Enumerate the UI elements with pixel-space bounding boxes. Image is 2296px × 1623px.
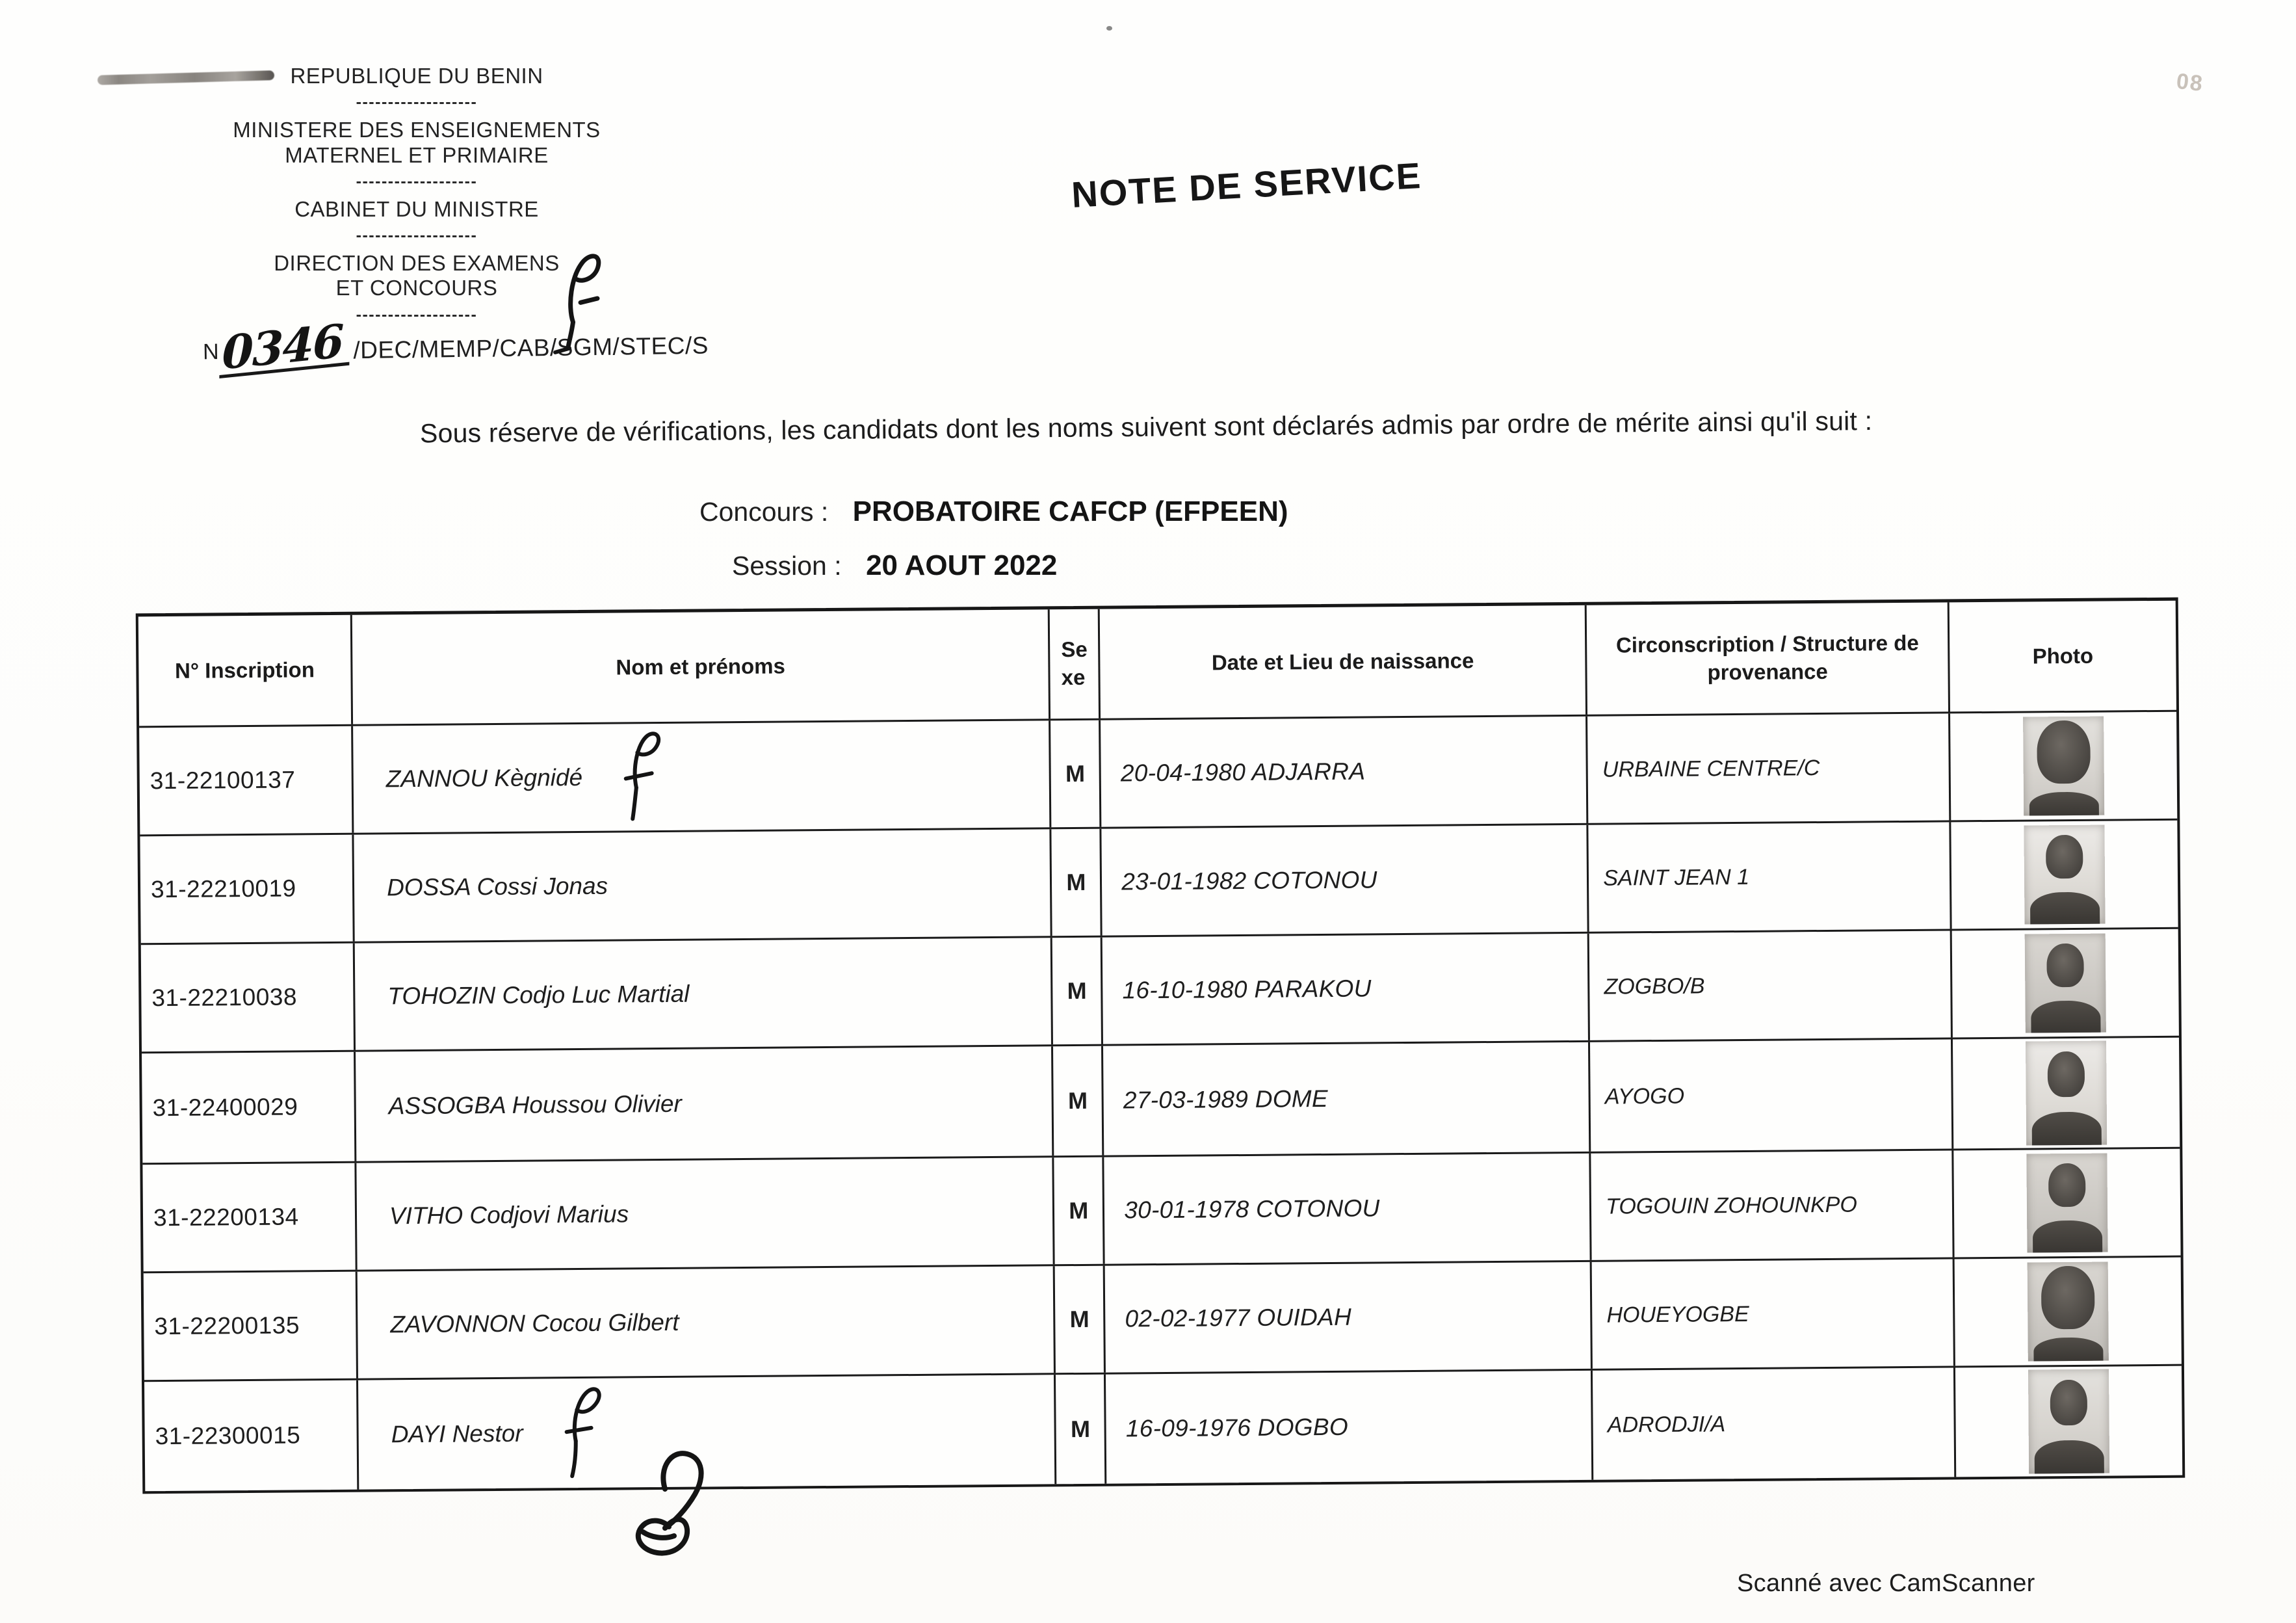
letterhead-cabinet: CABINET DU MINISTRE xyxy=(294,196,539,221)
district-cell: HOUEYOGBE xyxy=(1592,1259,1955,1368)
header-photo: Photo xyxy=(2032,643,2094,668)
candidate-name: TOHOZIN Codjo Luc Martial xyxy=(387,980,690,1010)
table-row xyxy=(139,710,2177,835)
district-cell: TOGOUIN ZOHOUNKPO xyxy=(1591,1150,1955,1260)
table-row xyxy=(142,1147,2180,1272)
candidate-photo xyxy=(2024,825,2105,925)
birth-cell: 23-01-1982 COTONOU xyxy=(1102,825,1589,936)
header-sexe xyxy=(1050,609,1101,719)
candidate-name: ASSOGBA Houssou Olivier xyxy=(388,1090,682,1120)
table-row xyxy=(144,1364,2182,1492)
birth-cell: 30-01-1978 COTONOU xyxy=(1104,1154,1592,1264)
sex-cell: M xyxy=(1056,1375,1106,1484)
birth-cell: 16-10-1980 PARAKOU xyxy=(1102,934,1590,1044)
candidate-name: VITHO Codjovi Marius xyxy=(389,1200,629,1230)
candidate-name: ZAVONNON Cocou Gilbert xyxy=(390,1308,679,1338)
candidate-photo xyxy=(2025,934,2106,1033)
photo-cell xyxy=(1953,1149,2180,1258)
birth-cell: 27-03-1989 DOME xyxy=(1103,1042,1591,1155)
district-cell: URBAINE CENTRE/C xyxy=(1587,713,1951,823)
header-name: Nom et prénoms xyxy=(352,609,1051,724)
table-row xyxy=(141,927,2179,1052)
sex-cell: M xyxy=(1052,829,1102,936)
inscription-cell: 31-22300015 xyxy=(144,1380,359,1492)
sex-cell: M xyxy=(1052,938,1103,1045)
candidate-photo xyxy=(2028,1369,2109,1474)
document-title: NOTE DE SERVICE xyxy=(1070,154,1423,216)
concours-label: Concours : xyxy=(699,497,829,527)
photo-cell xyxy=(1952,929,2179,1038)
birth-cell: 02-02-1977 OUIDAH xyxy=(1105,1262,1593,1373)
letterhead-separator: ------------------- xyxy=(356,226,478,245)
intro-paragraph: Sous réserve de vérifications, les candidats dont les noms suivent sont déclarés admis par ordre de mérite ainsi qu'il suit : xyxy=(419,406,1873,449)
table-header-row xyxy=(138,601,2176,726)
candidate-name: DAYI Nestor xyxy=(391,1419,523,1448)
inscription-cell: 31-22200135 xyxy=(144,1272,358,1380)
sex-cell: M xyxy=(1053,1046,1104,1156)
header-sexe-line2: xe xyxy=(1061,665,1086,690)
letterhead-separator: ------------------- xyxy=(356,172,478,191)
letterhead-ministry-line2: MATERNEL ET PRIMAIRE xyxy=(285,142,549,167)
candidate-name: DOSSA Cossi Jonas xyxy=(386,872,608,901)
header-birth: Date et Lieu de naissance xyxy=(1100,605,1587,719)
scan-artifact-dot xyxy=(1106,26,1112,31)
reference-suffix: /DEC/MEMP/CAB/SGM/STEC/S xyxy=(353,332,709,364)
header-inscription: N° Inscription xyxy=(138,615,353,726)
district-cell: ADRODJI/A xyxy=(1593,1367,1956,1479)
photo-cell xyxy=(1950,712,2177,821)
page-number: 08 xyxy=(2175,68,2205,97)
handwritten-signature-squiggle xyxy=(588,1445,744,1588)
inscription-cell: 31-22210038 xyxy=(141,943,356,1052)
name-cell xyxy=(356,1157,1055,1269)
reference-prefix: N xyxy=(202,339,219,365)
concours-line xyxy=(699,495,1288,528)
handwritten-paraph xyxy=(534,245,607,360)
name-cell xyxy=(354,829,1052,941)
candidate-photo xyxy=(2026,1041,2107,1146)
handwritten-reference-number: 0346 xyxy=(219,319,349,378)
birth-cell: 20-04-1980 ADJARRA xyxy=(1101,717,1588,827)
district-cell: AYOGO xyxy=(1590,1039,1953,1151)
birth-cell: 16-09-1976 DOGBO xyxy=(1106,1371,1593,1484)
sex-cell: M xyxy=(1055,1266,1106,1373)
letterhead-direction-line2: ET CONCOURS xyxy=(335,276,498,300)
name-cell xyxy=(358,1266,1056,1378)
concours-value: PROBATOIRE CAFCP (EFPEEN) xyxy=(852,495,1288,527)
photo-cell xyxy=(1951,821,2178,929)
table-row xyxy=(142,1036,2180,1163)
photo-cell xyxy=(1955,1366,2182,1477)
district-cell: SAINT JEAN 1 xyxy=(1589,822,1952,931)
inscription-cell: 31-22210019 xyxy=(140,835,354,943)
photo-cell xyxy=(1955,1258,2182,1366)
header-sexe-line1: Se xyxy=(1061,637,1088,662)
candidate-name: ZANNOU Kègnidé xyxy=(385,763,583,793)
session-line xyxy=(732,549,1057,582)
district-cell: ZOGBO/B xyxy=(1589,930,1953,1040)
camscanner-credit: Scanné avec CamScanner xyxy=(1737,1570,2035,1597)
name-cell xyxy=(355,938,1054,1049)
header-district: Circonscription / Structure de provenance xyxy=(1587,602,1950,714)
letterhead-separator: ------------------- xyxy=(356,93,478,112)
inscription-cell: 31-22200134 xyxy=(142,1163,357,1272)
session-value: 20 AOUT 2022 xyxy=(866,549,1058,581)
results-table xyxy=(136,598,2185,1494)
name-cell xyxy=(353,720,1052,832)
sex-cell: M xyxy=(1054,1157,1105,1265)
candidate-photo xyxy=(2023,717,2104,816)
table-row xyxy=(140,819,2178,943)
reference-line xyxy=(202,313,709,380)
photo-cell xyxy=(1953,1038,2180,1149)
inscription-cell: 31-22400029 xyxy=(142,1052,356,1163)
name-cell xyxy=(356,1046,1054,1161)
session-label: Session : xyxy=(732,551,842,581)
inscription-cell: 31-22100137 xyxy=(139,726,354,835)
candidate-photo xyxy=(2028,1262,2109,1362)
letterhead-ministry-line1: MINISTERE DES ENSEIGNEMENTS xyxy=(233,118,601,142)
candidate-photo xyxy=(2026,1154,2107,1253)
handwritten-paraph xyxy=(618,725,664,823)
sex-cell: M xyxy=(1051,720,1102,828)
letterhead-country: REPUBLIQUE DU BENIN xyxy=(290,64,543,88)
letterhead-separator: ------------------- xyxy=(356,305,478,324)
letterhead-direction-line1: DIRECTION DES EXAMENS xyxy=(274,251,560,276)
table-row xyxy=(144,1256,2182,1380)
